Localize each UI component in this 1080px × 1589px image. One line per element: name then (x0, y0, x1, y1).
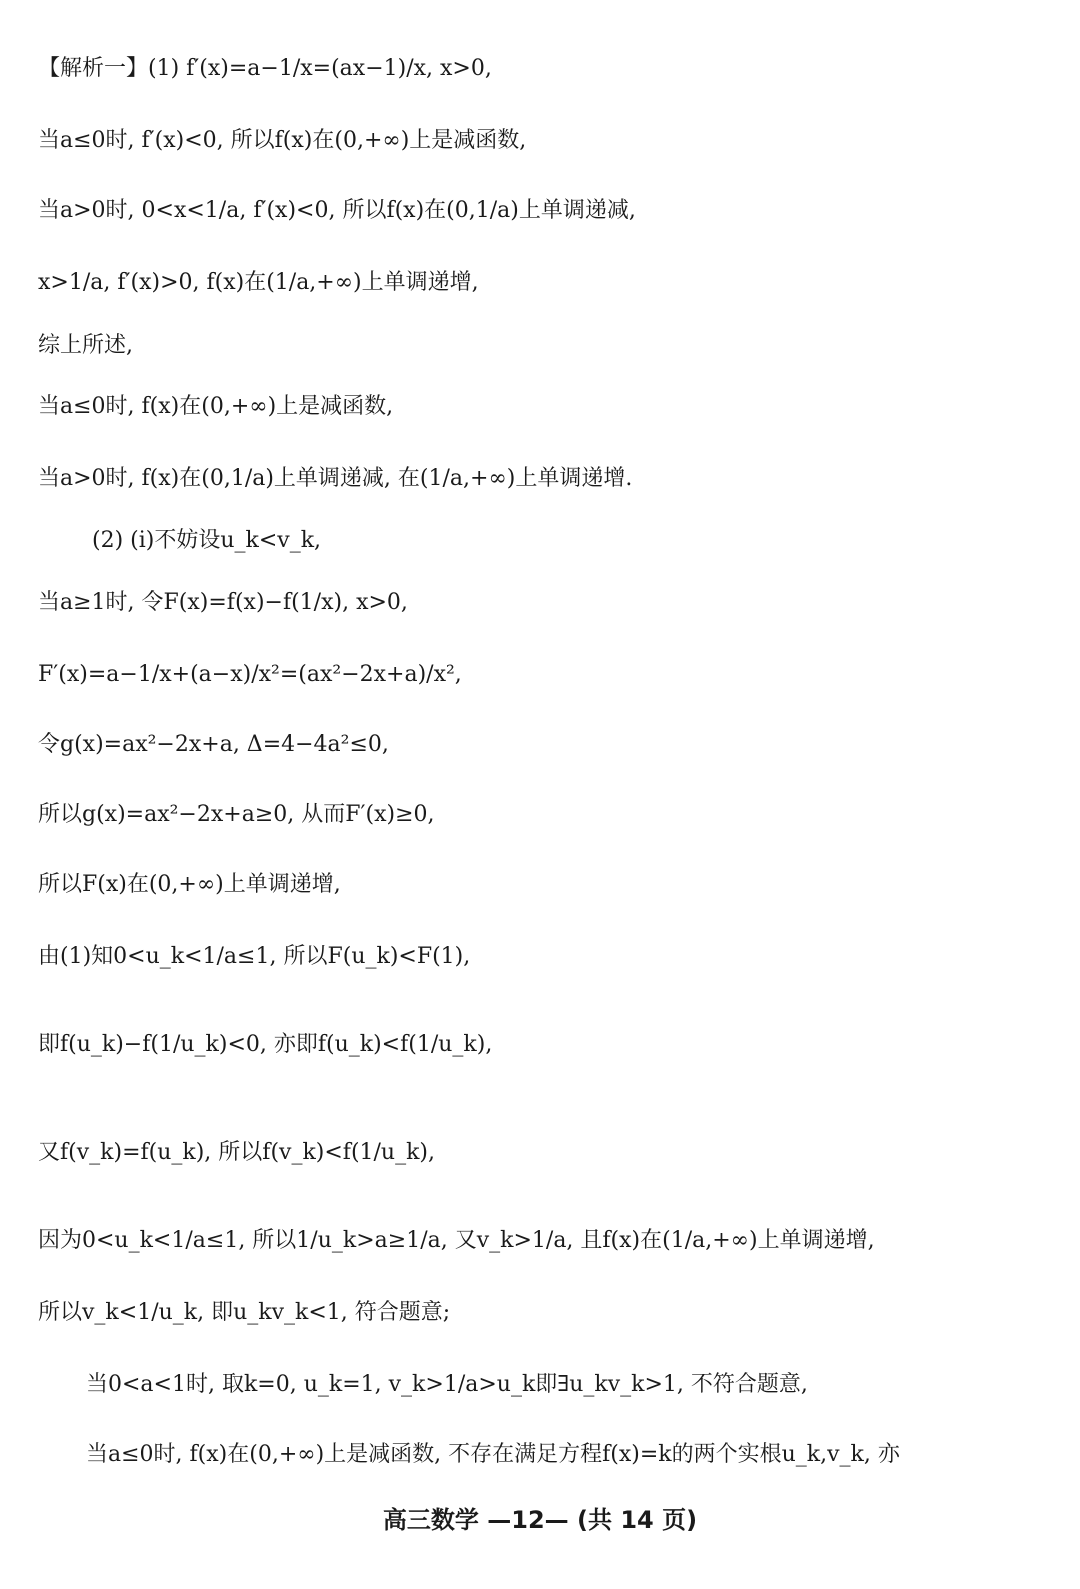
line-3: 当a>0时, 0<x<1/a, f′(x)<0, 所以f(x)在(0,1/a)上单调递减, (38, 198, 636, 223)
line-7: 当a>0时, f(x)在(0,1/a)上单调递减, 在(1/a,+∞)上单调递增. (38, 466, 633, 491)
line-1: 【解析一】(1) f′(x)=a−1/x=(ax−1)/x, x>0, (38, 56, 492, 81)
line-20: 当a≤0时, f(x)在(0,+∞)上是减函数, 不存在满足方程f(x)=k的两个实根u_k,v_k, 亦 (86, 1442, 900, 1467)
line-5: 综上所述, (38, 333, 133, 358)
line-11: 令g(x)=ax²−2x+a, Δ=4−4a²≤0, (38, 732, 389, 757)
line-2: 当a≤0时, f′(x)<0, 所以f(x)在(0,+∞)上是减函数, (38, 128, 527, 153)
line-14: 由(1)知0<u_k<1/a≤1, 所以F(u_k)<F(1), (38, 944, 471, 969)
line-10: F′(x)=a−1/x+(a−x)/x²=(ax²−2x+a)/x², (38, 662, 462, 687)
page-footer: 高三数学 —12— (共 14 页) (382, 1506, 698, 1534)
line-13: 所以F(x)在(0,+∞)上单调递增, (38, 872, 341, 897)
line-18: 所以v_k<1/u_k, 即u_kv_k<1, 符合题意; (38, 1300, 451, 1325)
line-8: (2) (ⅰ)不妨设u_k<v_k, (92, 528, 322, 553)
line-6: 当a≤0时, f(x)在(0,+∞)上是减函数, (38, 394, 394, 419)
line-17: 因为0<u_k<1/a≤1, 所以1/u_k>a≥1/a, 又v_k>1/a, 且f(x)在(1/a,+∞)上单调递增, (38, 1228, 875, 1253)
line-9: 当a≥1时, 令F(x)=f(x)−f(1/x), x>0, (38, 590, 408, 615)
line-16: 又f(v_k)=f(u_k), 所以f(v_k)<f(1/u_k), (38, 1140, 436, 1165)
line-4: x>1/a, f′(x)>0, f(x)在(1/a,+∞)上单调递增, (38, 270, 479, 295)
line-19: 当0<a<1时, 取k=0, u_k=1, v_k>1/a>u_k即∃u_kv_k>1, 不符合题意, (86, 1372, 808, 1397)
line-12: 所以g(x)=ax²−2x+a≥0, 从而F′(x)≥0, (38, 802, 435, 827)
line-15: 即f(u_k)−f(1/u_k)<0, 亦即f(u_k)<f(1/u_k), (38, 1032, 493, 1057)
